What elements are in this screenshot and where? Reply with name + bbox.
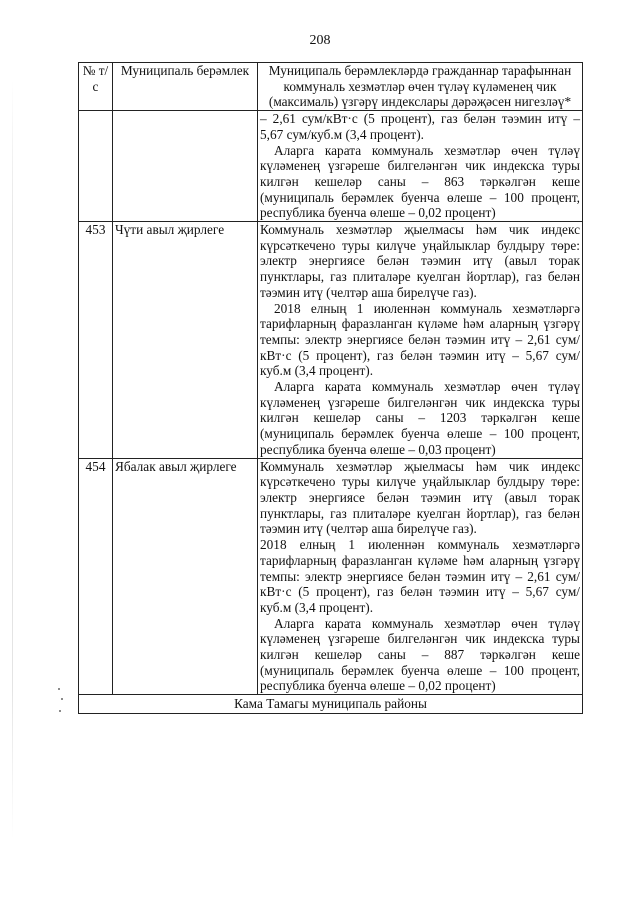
row-municipality: Ябалак авыл җирлеге [113, 458, 258, 695]
row-municipality [113, 111, 258, 222]
row-number: 453 [79, 222, 113, 459]
header-number [79, 63, 113, 111]
page-number: 208 [309, 33, 331, 48]
row-description [258, 222, 583, 459]
row-description [258, 458, 583, 695]
table-header-row [79, 63, 583, 111]
header-municipality-label: Муниципаль берәмлек [120, 63, 250, 78]
table-row [79, 458, 583, 695]
header-number-label: № т/с [82, 63, 109, 94]
scan-margin-line [12, 80, 13, 840]
header-municipality [113, 63, 258, 111]
description-paragraph: Коммуналь хезмәтләр җыелмасы һәм чик индекс күрсәткечено туры килүче уңайлыклар булдыру төре: электр энергиясе белән тәэмин итү (авыл торак пунктлары, газ плиталәре куелган йортлар), газ белән тәэмин итү (челтәр аша бирелүче газ). [260, 222, 580, 300]
tariff-index-table [78, 62, 583, 714]
description-paragraph: – 2,61 сум/кВт·с (5 процент), газ белән тәэмин итү – 5,67 сум/куб.м (3,4 процент). [260, 111, 580, 142]
description-paragraph: 2018 елның 1 июленнән коммуналь хезмәтләргә тарифларның фаразланган күләме һәм аларның үзгәрү темпы: электр энергиясе белән тәэмин итү – 2,61 сум/кВт·с (5 процент), газ белән тәэмин итү – 5,67 сум/куб.м (3,4 процент). [260, 537, 580, 615]
table-row [79, 222, 583, 459]
header-description [258, 63, 583, 111]
table-row [79, 111, 583, 222]
header-description-label: Муниципаль берәмлекләрдә гражданнар тарафыннан коммуналь хезмәтләр өчен түләү күләменең чик (максималь) үзгәрү индекслары дәрәҗәсен нигезләү* [268, 63, 572, 110]
district-title: Кама Тамагы муниципаль районы [79, 695, 583, 714]
row-number [79, 111, 113, 222]
description-paragraph: 2018 елның 1 июленнән коммуналь хезмәтләргә тарифларның фаразланган күләме һәм аларның үзгәрү темпы: электр энергиясе белән тәэмин итү – 2,61 сум/кВт·с (5 процент), газ белән тәэмин итү – 5,67 сум/куб.м (3,4 процент). [260, 300, 580, 379]
row-number: 454 [79, 458, 113, 695]
row-municipality: Чүти авыл җирлеге [113, 222, 258, 459]
scan-margin-marks [58, 688, 64, 718]
description-paragraph: Коммуналь хезмәтләр җыелмасы һәм чик индекс күрсәткечено туры килүче уңайлыклар булдыру төре: электр энергиясе белән тәэмин итү (авыл торак пунктлары, газ плиталәре куелган йортлар), газ белән тәэмин итү (челтәр аша бирелүче газ). [260, 458, 580, 537]
district-title-row [79, 695, 583, 714]
row-description [258, 111, 583, 222]
description-paragraph: Аларга карата коммуналь хезмәтләр өчен түләү күләменең үзгәреше билгеләнгән чик индекска туры килгән кешеләр саны – 863 тәркәлгән кеше (муниципаль берәмлек буенча өлеше – 100 процент, республика буенча өлеше – 0,02 процент) [260, 142, 580, 221]
description-paragraph: Аларга карата коммуналь хезмәтләр өчен түләү күләменең үзгәреше билгеләнгән чик индекска туры килгән кешеләр саны – 887 тәркәлгән кеше (муниципаль берәмлек буенча өлеше – 100 процент, республика буенча өлеше – 0,02 процент) [260, 615, 580, 694]
description-paragraph: Аларга карата коммуналь хезмәтләр өчен түләү күләменең үзгәреше билгеләнгән чик индекска туры килгән кешеләр саны – 1203 тәркәлгән кеше (муниципаль берәмлек буенча өлеше – 100 процент, республика буенча өлеше – 0,03 процент) [260, 379, 580, 457]
